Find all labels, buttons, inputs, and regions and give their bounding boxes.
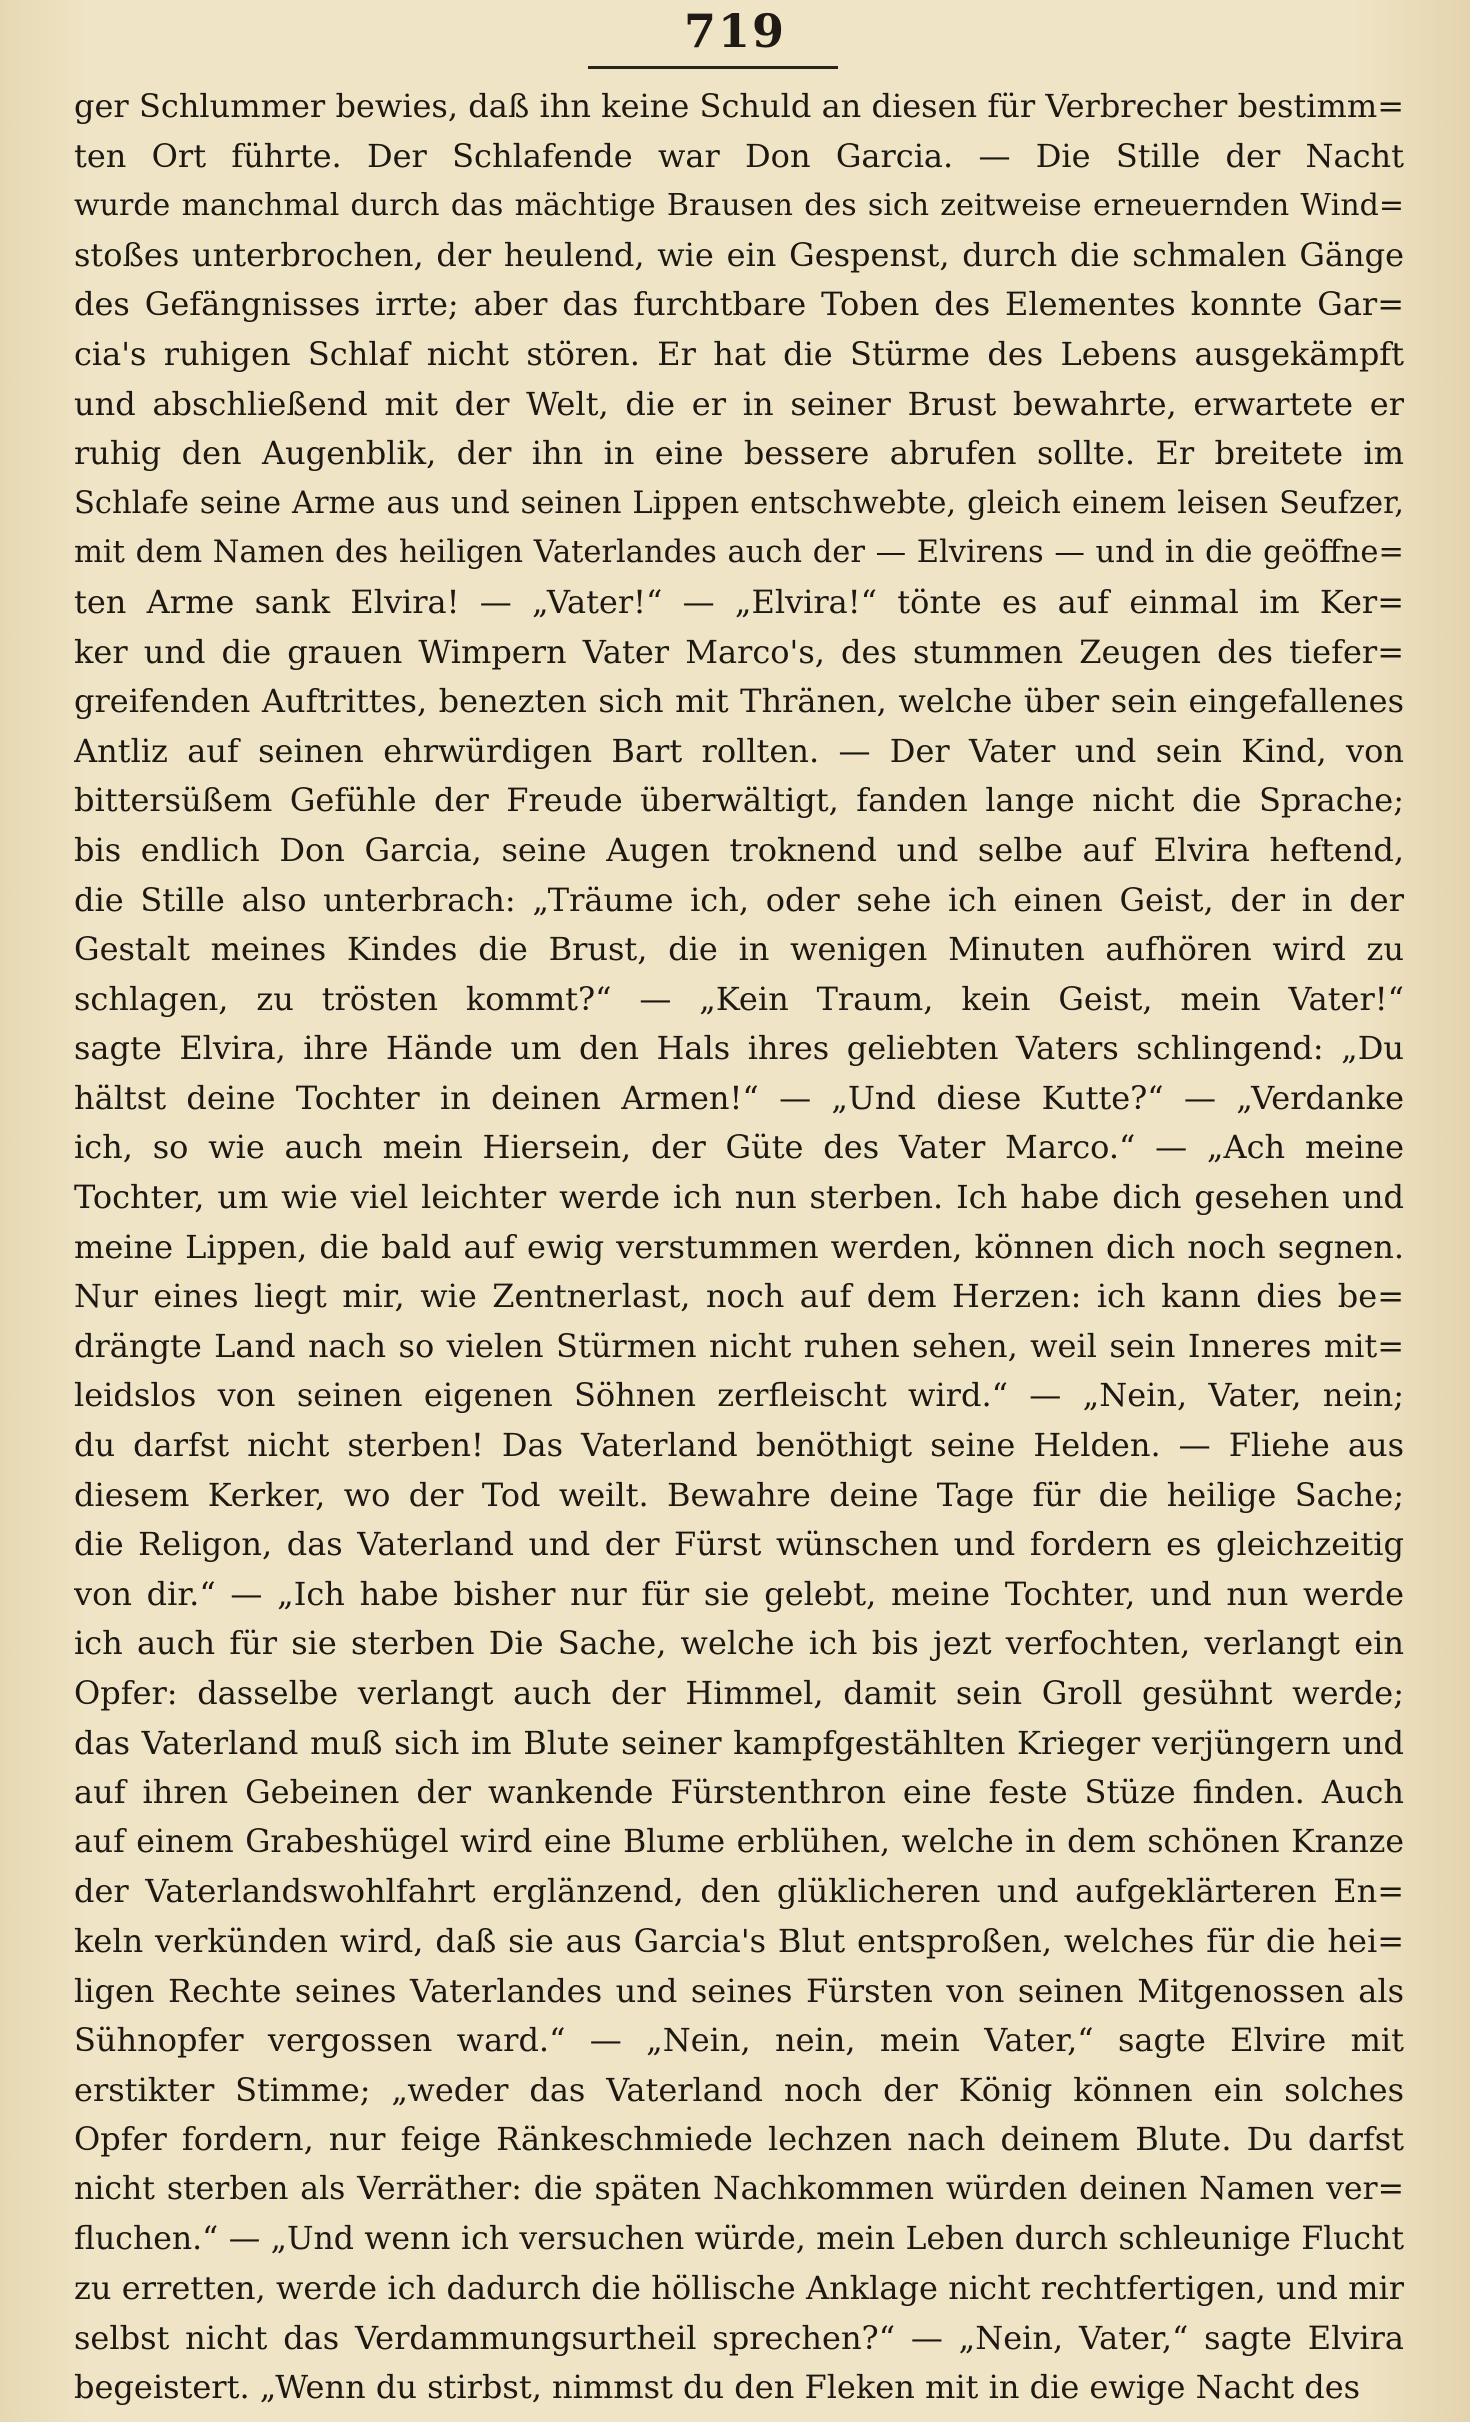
header-rule: [588, 66, 838, 69]
page-number: 719: [683, 4, 787, 58]
text-line: Nur eines liegt mir, wie Zentnerlast, noch auf dem Herzen: ich kann dies be=: [74, 1277, 1404, 1316]
text-line: Tochter, um wie viel leichter werde ich nun sterben. Ich habe dich gesehen und: [74, 1178, 1404, 1217]
text-line: auf einem Grabeshügel wird eine Blume erblühen, welche in dem schönen Kranze: [74, 1823, 1404, 1860]
text-line: des Gefängnisses irrte; aber das furchtbare Toben des Elementes konnte Gar=: [74, 285, 1404, 324]
text-line: wurde manchmal durch das mächtige Brausen des sich zeitweise erneuernden Wind=: [74, 188, 1404, 224]
text-line: drängte Land nach so vielen Stürmen nicht ruhen sehen, weil sein Inneres mit=: [74, 1326, 1404, 1365]
text-line: und abschließend mit der Welt, die er in seiner Brust bewahrte, erwartete er: [74, 384, 1404, 423]
text-line: greifenden Auftrittes, benezten sich mit Thränen, welche über sein eingefallenes: [74, 682, 1404, 721]
text-line: Opfer fordern, nur feige Ränkeschmiede lechzen nach deinem Blute. Du darfst: [74, 2120, 1404, 2159]
text-line: diesem Kerker, wo der Tod weilt. Bewahre deine Tage für die heilige Sache;: [74, 1475, 1404, 1514]
text-line: auf ihren Gebeinen der wankende Fürstenthron eine feste Stüze finden. Auch: [74, 1773, 1404, 1812]
text-line: ten Arme sank Elvira! — „Vater!“ — „Elvira!“ tönte es auf einmal im Ker=: [74, 582, 1404, 621]
text-line: selbst nicht das Verdammungsurtheil sprechen?“ — „Nein, Vater,“ sagte Elvira: [74, 2318, 1404, 2357]
body-text: [74, 82, 1404, 2413]
text-line: ruhig den Augenblik, der ihn in eine bessere abrufen sollte. Er breitete im: [74, 434, 1404, 473]
text-line: du darfst nicht sterben! Das Vaterland benöthigt seine Helden. — Fliehe aus: [74, 1426, 1404, 1465]
text-line: sagte Elvira, ihre Hände um den Hals ihres geliebten Vaters schlingend: „Du: [74, 1029, 1404, 1068]
text-line: fluchen.“ — „Und wenn ich versuchen würde, mein Leben durch schleunige Flucht: [74, 2220, 1404, 2257]
text-line: leidslos von seinen eigenen Söhnen zerfleischt wird.“ — „Nein, Vater, nein;: [74, 1376, 1404, 1415]
text-line: ich auch für sie sterben Die Sache, welche ich bis jezt verfochten, verlangt ein: [74, 1624, 1404, 1663]
text-line: Schlafe seine Arme aus und seinen Lippen entschwebte, gleich einem leisen Seufzer,: [74, 485, 1404, 521]
text-line: ligen Rechte seines Vaterlandes und seines Fürsten von seinen Mitgenossen als: [74, 1971, 1404, 2010]
text-line: stoßes unterbrochen, der heulend, wie ein Gespenst, durch die schmalen Gänge: [74, 235, 1404, 274]
text-line: von dir.“ — „Ich habe bisher nur für sie gelebt, meine Tochter, und nun werde: [74, 1574, 1404, 1613]
text-line: zu erretten, werde ich dadurch die höllische Anklage nicht rechtfertigen, und mir: [74, 2269, 1404, 2308]
text-line: meine Lippen, die bald auf ewig verstummen werden, können dich noch segnen.: [74, 1227, 1404, 1266]
text-line: begeistert. „Wenn du stirbst, nimmst du den Fleken mit in die ewige Nacht des: [74, 2368, 1361, 2407]
text-line: ten Ort führte. Der Schlafende war Don Garcia. — Die Stille der Nacht: [74, 136, 1404, 175]
text-line: nicht sterben als Verräther: die späten Nachkommen würden deinen Namen ver=: [74, 2170, 1404, 2207]
text-line: mit dem Namen des heiligen Vaterlandes auch der — Elvirens — und in die geöffne=: [74, 535, 1404, 571]
text-line: bittersüßem Gefühle der Freude überwältigt, fanden lange nicht die Sprache;: [74, 781, 1404, 820]
text-line: Opfer: dasselbe verlangt auch der Himmel, damit sein Groll gesühnt werde;: [74, 1674, 1404, 1712]
text-line: cia's ruhigen Schlaf nicht stören. Er hat die Stürme des Lebens ausgekämpft: [74, 334, 1404, 373]
text-line: keln verkünden wird, daß sie aus Garcia's Blut entsproßen, welches für die hei=: [74, 1921, 1404, 1960]
text-line: Antliz auf seinen ehrwürdigen Bart rollten. — Der Vater und sein Kind, von: [74, 731, 1404, 770]
text-line: das Vaterland muß sich im Blute seiner kampfgestählten Krieger verjüngern und: [74, 1723, 1404, 1762]
text-line: schlagen, zu trösten kommt?“ — „Kein Traum, kein Geist, mein Vater!“: [74, 979, 1404, 1018]
text-line: erstikter Stimme; „weder das Vaterland noch der König können ein solches: [74, 2070, 1404, 2109]
text-line: die Religon, das Vaterland und der Fürst wünschen und fordern es gleichzeitig: [74, 1525, 1404, 1564]
text-line: Gestalt meines Kindes die Brust, die in wenigen Minuten aufhören wird zu: [74, 930, 1404, 969]
text-line: hältst deine Tochter in deinen Armen!“ — „Und diese Kutte?“ — „Verdanke: [74, 1078, 1404, 1117]
text-line: ker und die grauen Wimpern Vater Marco's, des stummen Zeugen des tiefer=: [74, 632, 1404, 671]
text-line: ger Schlummer bewies, daß ihn keine Schuld an diesen für Verbrecher bestimm=: [74, 87, 1404, 125]
text-line: Sühnopfer vergossen ward.“ — „Nein, nein, mein Vater,“ sagte Elvire mit: [74, 2021, 1404, 2060]
text-line: ich, so wie auch mein Hiersein, der Güte des Vater Marco.“ — „Ach meine: [74, 1128, 1404, 1167]
text-line: bis endlich Don Garcia, seine Augen troknend und selbe auf Elvira heftend,: [74, 830, 1404, 869]
text-line: der Vaterlandswohlfahrt erglänzend, den glüklicheren und aufgeklärteren En=: [74, 1872, 1404, 1911]
text-line: die Stille also unterbrach: „Träume ich, oder sehe ich einen Geist, der in der: [74, 880, 1404, 919]
